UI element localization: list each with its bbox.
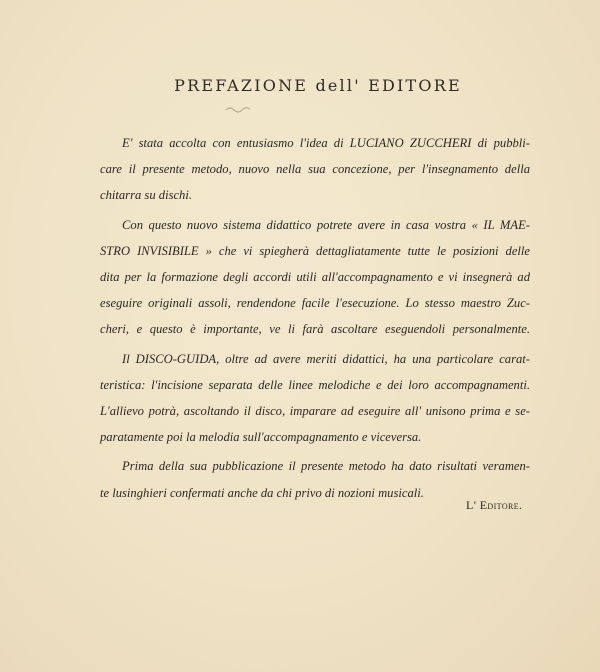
text-line: care il presente metodo, nuovo nella sua concezione, per l'insegnamento della [100,162,530,177]
text-line: Il DISCO-GUIDA, oltre ad avere meriti didattici, ha una particolare carat- [122,351,530,366]
text-line: Con questo nuovo sistema didattico potrete avere in casa vostra « IL MAE- [122,217,530,232]
signature [466,498,522,513]
text-line: Prima della sua pubblicazione il presente metodo ha dato risultati veramen- [122,459,530,474]
ornament-squiggle-icon [225,104,253,114]
paragraph-2 [100,212,530,343]
text-line: STRO INVISIBILE » che vi spiegherà dettagliatamente tutte le posizioni delle [100,243,530,258]
paragraph-1 [100,130,530,209]
page-title: PREFAZIONE dell' EDITORE [174,76,462,95]
text-line: teristica: l'incisione separata delle linee melodiche e dei loro accompagnamenti. [100,377,530,392]
paragraph-3 [100,346,530,451]
text-line: E' stata accolta con entusiasmo l'idea di LUCIANO ZUCCHERI di pubbli- [122,136,530,150]
text-line: te lusinghieri confermati anche da chi privo di nozioni musicali. [100,485,424,500]
preface-body [100,130,530,509]
text-line: cheri, e questo è importante, ve li farà ascoltare eseguendoli personalmente. [100,322,530,337]
signature-name: Editore. [479,498,523,512]
text-line: paratamente poi la melodia sull'accompagnamento e viceversa. [100,430,422,445]
text-line: dita per la formazione degli accordi utili all'accompagnamento e vi insegnerà ad [100,270,530,285]
text-line: L'allievo potrà, ascoltando il disco, imparare ad eseguire all' unisono prima e se- [100,404,530,419]
text-line: chitarra su dischi. [100,188,193,203]
signature-prefix: L' [466,498,477,512]
text-line: eseguire originali assoli, rendendone facile l'esecuzione. Lo stesso maestro Zuc- [100,296,530,311]
